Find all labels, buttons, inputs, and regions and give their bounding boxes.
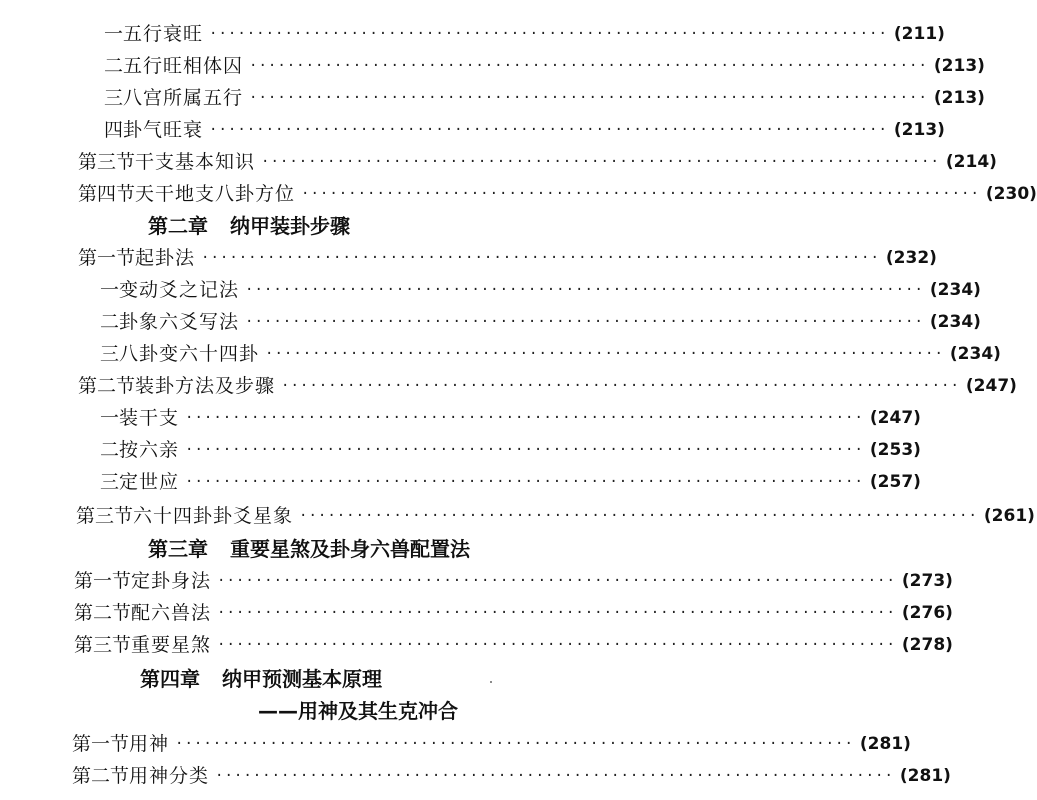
toc-entry: [78, 370, 1017, 402]
page-number: (230): [985, 184, 1037, 204]
entry-title: 五行旺相体囚: [123, 55, 244, 77]
entry-number: 二: [100, 439, 120, 461]
entry-number: 第三节: [76, 505, 134, 527]
page-number: (213): [893, 120, 945, 140]
toc-entry: [76, 500, 1035, 532]
leader-dots: ········································································: [245, 282, 924, 298]
leader-dots: ········································································: [261, 154, 940, 170]
page-number: (247): [869, 408, 921, 428]
leader-dots: ········································································: [249, 58, 928, 74]
entry-number: 第二节: [72, 765, 130, 787]
entry-title: 用神: [129, 733, 170, 755]
chapter-title: 纳甲装卦步骤: [230, 214, 350, 238]
entry-title: 变动爻之记法: [119, 279, 240, 301]
toc-entry: [100, 274, 981, 306]
entry-number: 四: [104, 119, 124, 141]
entry-number: 一: [100, 279, 120, 301]
toc-entry: [74, 597, 953, 629]
entry-number: 一: [100, 407, 120, 429]
leader-dots: ········································································: [209, 26, 888, 42]
toc-entry: [104, 18, 945, 50]
chapter-number: 第二章: [148, 214, 208, 238]
chapter-subtitle-text: ——用神及其生克冲合: [258, 699, 458, 723]
leader-dots: ········································································: [265, 346, 944, 362]
page-number: (257): [869, 472, 921, 492]
leader-dots: ········································································: [301, 186, 980, 202]
chapter-number: 第三章: [148, 537, 208, 561]
page-number: (214): [945, 152, 997, 172]
leader-dots: ········································································: [209, 122, 888, 138]
entry-title: 重要星煞: [131, 634, 212, 656]
page-number: (276): [901, 603, 953, 623]
toc-entry: [78, 242, 937, 274]
entry-number: 第二节: [78, 375, 136, 397]
leader-dots: ········································································: [217, 637, 896, 653]
chapter-title: 纳甲预测基本原理: [222, 667, 382, 691]
entry-number: 三: [100, 471, 120, 493]
page-number: (253): [869, 440, 921, 460]
leader-dots: ········································································: [217, 573, 896, 589]
chapter-heading: [140, 662, 382, 696]
leader-dots: ········································································: [249, 90, 928, 106]
toc-entry: [104, 50, 985, 82]
toc-entry: [100, 402, 921, 434]
page-number: (213): [933, 56, 985, 76]
page-number: (234): [929, 280, 981, 300]
entry-number: 二: [100, 311, 120, 333]
entry-title: 起卦法: [135, 247, 196, 269]
page-number: (278): [901, 635, 953, 655]
toc-entry: [100, 338, 1001, 370]
entry-number: 第四节: [78, 183, 136, 205]
entry-title: 装卦方法及步骤: [135, 375, 276, 397]
toc-entry: [100, 306, 981, 338]
chapter-heading: [148, 532, 470, 566]
leader-dots: ········································································: [185, 442, 864, 458]
scan-speck: [490, 681, 492, 683]
entry-title: 卦气旺衰: [123, 119, 204, 141]
page-number: (273): [901, 571, 953, 591]
entry-number: 第一节: [74, 570, 132, 592]
chapter-title: 重要星煞及卦身六兽配置法: [230, 537, 470, 561]
page-number: (211): [893, 24, 945, 44]
entry-title: 配六兽法: [131, 602, 212, 624]
entry-title: 装干支: [119, 407, 180, 429]
toc-entry: [104, 82, 985, 114]
entry-number: 一: [104, 23, 124, 45]
chapter-subtitle: [258, 694, 458, 728]
leader-dots: ········································································: [201, 250, 880, 266]
entry-title: 五行衰旺: [123, 23, 204, 45]
toc-entry: [100, 466, 921, 498]
entry-title: 干支基本知识: [135, 151, 256, 173]
page-number: (234): [949, 344, 1001, 364]
entry-number: 二: [104, 55, 124, 77]
page-number: (261): [983, 506, 1035, 526]
leader-dots: ········································································: [281, 378, 960, 394]
leader-dots: ········································································: [175, 736, 854, 752]
entry-title: 用神分类: [129, 765, 210, 787]
page-number: (213): [933, 88, 985, 108]
leader-dots: ········································································: [215, 768, 894, 784]
entry-title: 定世应: [119, 471, 180, 493]
toc-entry: [72, 728, 911, 760]
toc-entry: [72, 760, 951, 792]
leader-dots: ········································································: [217, 605, 896, 621]
entry-title: 八宫所属五行: [123, 87, 244, 109]
entry-title: 天干地支八卦方位: [135, 183, 296, 205]
toc-entry: [78, 146, 997, 178]
entry-number: 第二节: [74, 602, 132, 624]
toc-entry: [74, 629, 953, 661]
toc-entry: [104, 114, 945, 146]
toc-entry: [74, 565, 953, 597]
leader-dots: ········································································: [299, 508, 978, 524]
entry-title: 八卦变六十四卦: [119, 343, 260, 365]
entry-title: 按六亲: [119, 439, 180, 461]
toc-entry: [78, 178, 1037, 210]
entry-number: 第三节: [74, 634, 132, 656]
entry-number: 三: [100, 343, 120, 365]
entry-number: 第三节: [78, 151, 136, 173]
page-number: (234): [929, 312, 981, 332]
leader-dots: ········································································: [245, 314, 924, 330]
page-number: (281): [859, 734, 911, 754]
leader-dots: ········································································: [185, 474, 864, 490]
page-number: (247): [965, 376, 1017, 396]
chapter-heading: [148, 209, 350, 243]
entry-number: 第一节: [72, 733, 130, 755]
entry-number: 第一节: [78, 247, 136, 269]
entry-title: 卦象六爻写法: [119, 311, 240, 333]
chapter-number: 第四章: [140, 667, 200, 691]
leader-dots: ········································································: [185, 410, 864, 426]
page-number: (232): [885, 248, 937, 268]
page-number: (281): [899, 766, 951, 786]
toc-entry: [100, 434, 921, 466]
entry-title: 六十四卦卦爻星象: [133, 505, 294, 527]
entry-number: 三: [104, 87, 124, 109]
entry-title: 定卦身法: [131, 570, 212, 592]
